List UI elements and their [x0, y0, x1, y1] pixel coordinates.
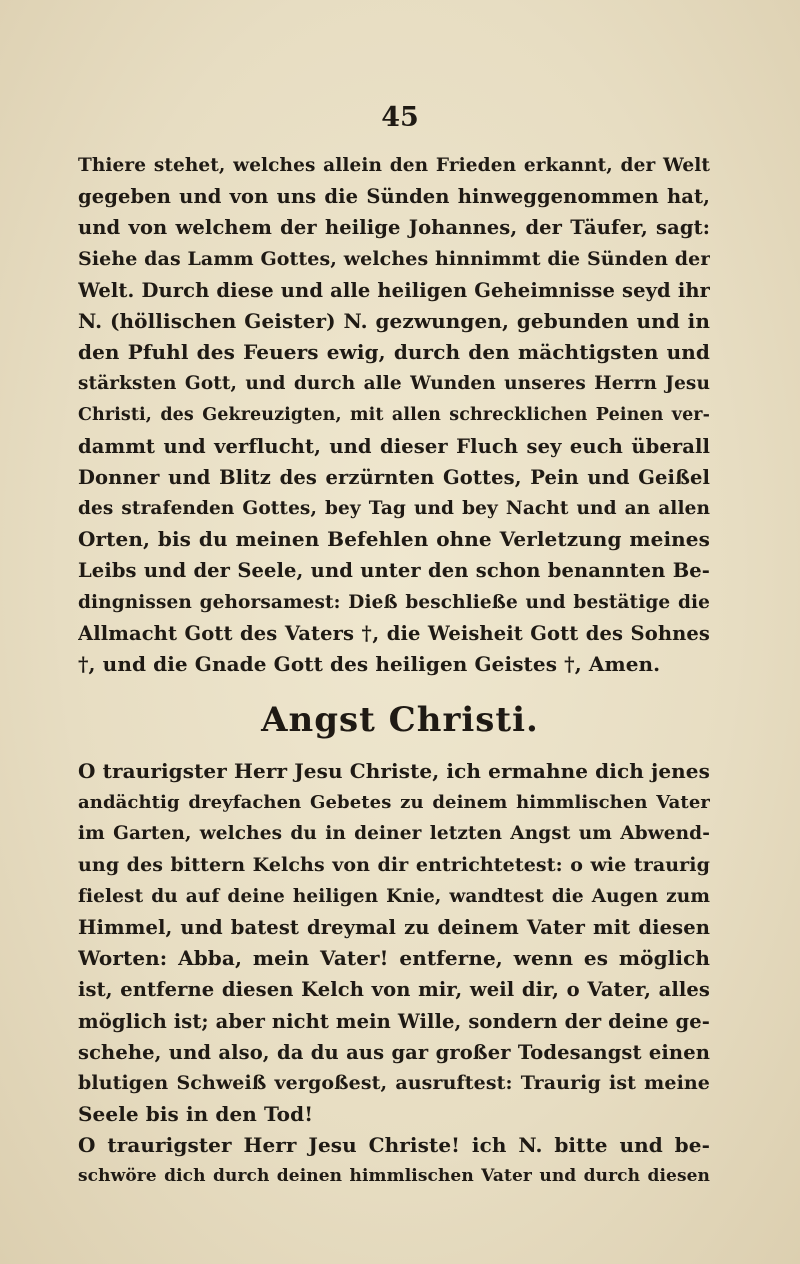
text-line: dammt und verflucht, und dieser Fluch sey euch überall: [78, 434, 710, 458]
text-line: fielest du auf deine heiligen Knie, wandtest die Augen zum: [78, 885, 710, 907]
text-line: stärksten Gott, und durch alle Wunden unseres Herrn Jesu: [78, 373, 710, 395]
text-line: im Garten, welches du in deiner letzten Angst um Abwend-: [78, 823, 710, 845]
text-line: O traurigster Herr Jesu Christe, ich ermahne dich jenes: [78, 759, 710, 783]
text-line: ist, entferne diesen Kelch von mir, weil dir, o Vater, alles: [78, 978, 710, 1002]
text-line: Himmel, und batest dreymal zu deinem Vater mit diesen: [78, 915, 710, 939]
text-line: des strafenden Gottes, bey Tag und bey Nacht und an allen: [78, 498, 710, 520]
text-line: schwöre dich durch deinen himmlischen Vater und durch diesen: [78, 1166, 710, 1187]
text-line: blutigen Schweiß vergoßest, ausruftest: Traurig ist meine: [78, 1071, 710, 1094]
text-line: Leibs und der Seele, und unter den schon benannten Be-: [78, 559, 710, 583]
text-line: schehe, und also, da du aus gar großer Todesangst einen: [78, 1040, 710, 1064]
text-line: gegeben und von uns die Sünden hinweggenommen hat,: [78, 185, 710, 209]
text-line: Siehe das Lamm Gottes, welches hinnimmt die Sünden der: [78, 247, 710, 270]
text-line: Thiere stehet, welches allein den Frieden erkannt, der Welt: [78, 155, 710, 176]
text-line: N. (höllischen Geister) N. gezwungen, gebunden und in: [78, 308, 710, 333]
text-line: Welt. Durch diese und alle heiligen Geheimnisse seyd ihr: [78, 278, 710, 302]
text-line: ung des bittern Kelchs von dir entrichtetest: o wie traurig: [78, 853, 710, 876]
paragraph-3: [78, 1130, 710, 1192]
paragraph-2: [78, 756, 710, 1130]
text-line: Worten: Abba, mein Vater! entferne, wenn es möglich: [78, 946, 710, 971]
paragraph-1: [78, 150, 710, 680]
text-line: dingnissen gehorsamest: Dieß beschließe und bestätige die: [78, 591, 710, 613]
text-line: Orten, bis du meinen Befehlen ohne Verletzung meines: [78, 527, 710, 552]
text-line: und von welchem der heilige Johannes, der Täufer, sagt:: [78, 216, 710, 240]
page-number: 45: [381, 102, 419, 133]
text-line: Donner und Blitz des erzürnten Gottes, Pein und Geißel: [78, 465, 710, 489]
section-heading: Angst Christi.: [261, 700, 539, 740]
text-line: den Pfuhl des Feuers ewig, durch den mächtigsten und: [78, 340, 710, 365]
text-line: andächtig dreyfachen Gebetes zu deinem himmlischen Vater: [78, 792, 710, 814]
text-line: Christi, des Gekreuzigten, mit allen schrecklichen Peinen ver-: [78, 404, 710, 425]
text-line: †, und die Gnade Gott des heiligen Geistes †, Amen.: [78, 652, 661, 676]
text-line: Allmacht Gott des Vaters †, die Weisheit Gott des Sohnes: [78, 621, 710, 645]
text-line: Seele bis in den Tod!: [78, 1102, 314, 1127]
text-line: O traurigster Herr Jesu Christe! ich N. bitte und be-: [78, 1133, 710, 1157]
text-line: möglich ist; aber nicht mein Wille, sondern der deine ge-: [78, 1009, 710, 1033]
